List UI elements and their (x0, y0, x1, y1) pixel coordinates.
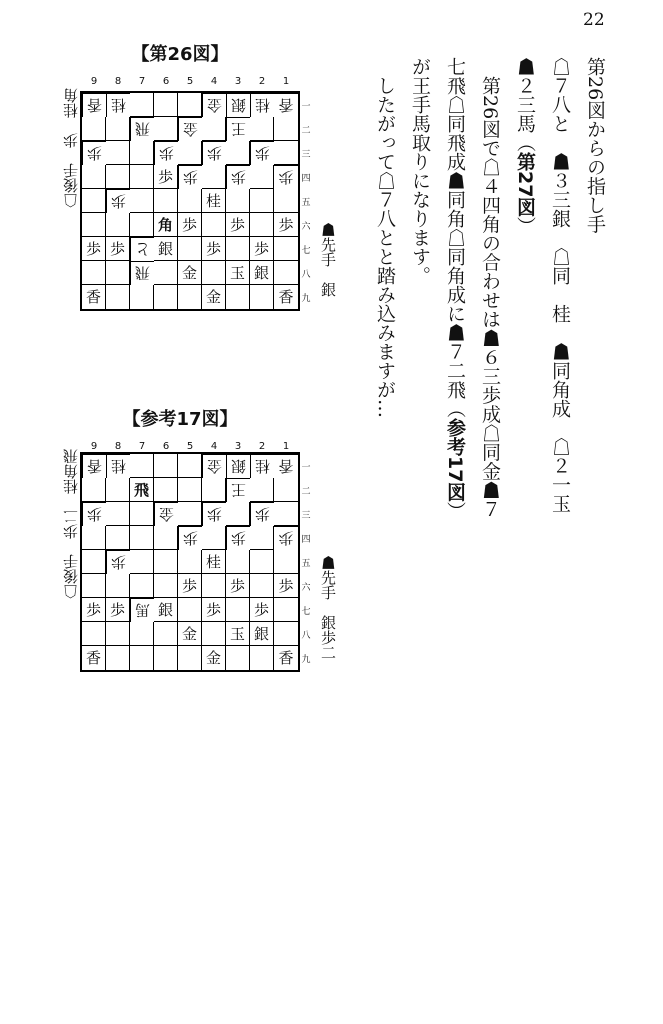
gote-piece: 銀 (226, 454, 250, 478)
sente-piece: 金 (178, 261, 202, 285)
gote-piece: と (130, 237, 154, 261)
board-square (106, 502, 130, 526)
board-square (82, 574, 106, 598)
gote-piece: 歩 (178, 165, 202, 189)
board-square (178, 237, 202, 261)
board-square (130, 550, 154, 574)
rank-label: 三 (301, 150, 311, 160)
board-square (202, 261, 226, 285)
sente-piece: 歩 (250, 237, 274, 261)
board-square (130, 285, 154, 309)
board-square (202, 574, 226, 598)
text-segment: ☗２三馬（ (514, 57, 536, 152)
diagram-title: 【参考17図】 (122, 409, 238, 430)
gote-piece: 歩 (106, 550, 130, 574)
board-square (106, 622, 130, 646)
rank-label: 一 (301, 102, 311, 112)
gote-piece: 歩 (226, 526, 250, 550)
board-square (82, 478, 106, 502)
rank-label: 二 (301, 487, 311, 497)
gote-hand: ☖後手 歩二 桂角飛 (62, 449, 80, 599)
sente-piece: 玉 (226, 261, 250, 285)
file-label: 5 (186, 441, 194, 452)
gote-hand: ☖後手 歩 桂角 (62, 88, 80, 208)
board-square (178, 93, 202, 117)
board-square (202, 622, 226, 646)
board-square (154, 526, 178, 550)
board-square (226, 502, 250, 526)
board-square (250, 189, 274, 213)
gote-piece: 歩 (154, 141, 178, 165)
board-square (82, 189, 106, 213)
board-square (154, 622, 178, 646)
board-square (178, 646, 202, 670)
file-label: 7 (138, 76, 146, 87)
rank-label: 八 (301, 270, 311, 280)
board-square (226, 598, 250, 622)
gote-piece: 歩 (250, 141, 274, 165)
sente-piece: 歩 (106, 598, 130, 622)
file-label: 2 (258, 76, 266, 87)
board-square (130, 502, 154, 526)
gote-piece: 桂 (250, 93, 274, 117)
sente-piece: 金 (178, 622, 202, 646)
board-square (226, 646, 250, 670)
board-square (130, 141, 154, 165)
board-square (130, 454, 154, 478)
sente-piece: 歩 (226, 213, 250, 237)
board-square (154, 574, 178, 598)
gote-piece: 香 (82, 454, 106, 478)
board-square (274, 478, 298, 502)
sente-piece: 歩 (178, 213, 202, 237)
board-square (130, 93, 154, 117)
gote-piece: 銀 (226, 93, 250, 117)
text-segment: ☖７八と ☗３三銀 ☖同 桂 ☗同角成 ☖２一玉 (549, 57, 571, 513)
file-label: 6 (162, 441, 170, 452)
board-square (154, 93, 178, 117)
gote-piece: 桂 (250, 454, 274, 478)
board-square (274, 502, 298, 526)
sente-piece: 銀 (154, 598, 178, 622)
gote-piece: 桂 (106, 454, 130, 478)
file-label: 4 (210, 76, 218, 87)
board-square (154, 550, 178, 574)
gote-piece: 金 (154, 502, 178, 526)
board-square (250, 574, 274, 598)
rank-label: 六 (301, 583, 311, 593)
board-square (202, 165, 226, 189)
board-square (274, 117, 298, 141)
gote-piece: 歩 (106, 189, 130, 213)
text-segment: ） (514, 216, 536, 236)
board-square (130, 526, 154, 550)
file-label: 4 (210, 441, 218, 452)
sente-piece: 歩 (82, 598, 106, 622)
gote-piece: 香 (274, 454, 298, 478)
reference-diagram-17 (60, 405, 360, 675)
rank-label: 四 (301, 535, 311, 545)
board-square (130, 213, 154, 237)
board-square (106, 646, 130, 670)
gote-piece: 金 (202, 93, 226, 117)
board-square (130, 165, 154, 189)
board-square (154, 261, 178, 285)
figure-reference: 第27図 (514, 152, 536, 217)
sente-piece: 香 (82, 285, 106, 309)
board-square (274, 261, 298, 285)
board-square (250, 526, 274, 550)
rank-label: 二 (301, 126, 311, 136)
board-square (154, 285, 178, 309)
board-square (250, 117, 274, 141)
sente-piece: 歩 (226, 574, 250, 598)
gote-piece: 歩 (250, 502, 274, 526)
gote-piece: 歩 (274, 165, 298, 189)
text-column (548, 57, 572, 513)
board-square (202, 213, 226, 237)
sente-piece: 歩 (202, 598, 226, 622)
sente-piece: 歩 (274, 213, 298, 237)
gote-piece: 歩 (226, 165, 250, 189)
board-square (82, 213, 106, 237)
gote-piece: 桂 (106, 93, 130, 117)
sente-piece: 歩 (82, 237, 106, 261)
board-square (106, 117, 130, 141)
text-segment: が王手馬取りになります。 (409, 57, 431, 285)
file-label: 6 (162, 76, 170, 87)
sente-piece: 銀 (250, 261, 274, 285)
board-square (178, 189, 202, 213)
text-segment: 第26図で☖４四角の合わせは☗６三歩成☖同金☗７ (479, 57, 501, 519)
board-square (106, 213, 130, 237)
board-square (178, 454, 202, 478)
board-square (226, 189, 250, 213)
board-square (154, 478, 178, 502)
rank-label: 五 (301, 198, 311, 208)
board-square (130, 189, 154, 213)
board-square (250, 165, 274, 189)
board-square (250, 213, 274, 237)
gote-piece: 王 (226, 478, 250, 502)
board-square (274, 550, 298, 574)
board-square (250, 285, 274, 309)
gote-piece: 飛 (130, 117, 154, 141)
board-square (106, 526, 130, 550)
text-column (443, 57, 467, 520)
board-square (106, 141, 130, 165)
rank-label: 八 (301, 631, 311, 641)
highlighted-piece: 角 (154, 213, 178, 237)
sente-piece: 金 (202, 285, 226, 309)
sente-piece: 桂 (202, 189, 226, 213)
gote-piece: 歩 (274, 526, 298, 550)
board-square (226, 285, 250, 309)
board-square (274, 237, 298, 261)
text-segment: したがって☖７八とと踏み込みますが… (374, 57, 396, 418)
sente-piece: 玉 (226, 622, 250, 646)
text-column (583, 57, 607, 233)
board-square (274, 622, 298, 646)
board-square (82, 622, 106, 646)
sente-piece: 香 (278, 288, 294, 306)
board-square (274, 598, 298, 622)
rank-label: 一 (301, 463, 311, 473)
board-square (154, 454, 178, 478)
board-square (82, 550, 106, 574)
file-label: 2 (258, 441, 266, 452)
file-label: 1 (282, 441, 290, 452)
sente-piece: 歩 (106, 237, 130, 261)
diagram-title: 【第26図】 (131, 44, 229, 65)
rank-label: 九 (301, 655, 311, 665)
board-square (106, 165, 130, 189)
sente-hand: ☗先手 銀 (319, 222, 337, 297)
rank-label: 五 (301, 559, 311, 569)
board-square (226, 141, 250, 165)
board-square (106, 478, 130, 502)
text-segment: 七飛☖同飛成☗同角☖同角成に☗７二飛（ (444, 57, 466, 418)
board-square (250, 478, 274, 502)
sente-piece: 歩 (178, 574, 202, 598)
text-segment: 第26図からの指し手 (584, 57, 606, 234)
board-square (202, 117, 226, 141)
sente-piece: 香 (82, 646, 106, 670)
gote-piece: 歩 (82, 141, 106, 165)
gote-piece: 歩 (178, 526, 202, 550)
board-square (178, 550, 202, 574)
file-label: 3 (234, 76, 242, 87)
gote-piece: 香 (274, 93, 298, 117)
file-label: 8 (114, 441, 122, 452)
board-square (154, 646, 178, 670)
sente-piece: 桂 (202, 550, 226, 574)
board-square (154, 189, 178, 213)
sente-piece: 歩 (202, 237, 226, 261)
file-label: 9 (90, 441, 98, 452)
file-label: 5 (186, 76, 194, 87)
gote-piece: 金 (178, 117, 202, 141)
sente-piece: 歩 (154, 165, 178, 189)
sente-piece: 金 (202, 646, 226, 670)
file-label: 7 (138, 441, 146, 452)
board-square (106, 285, 130, 309)
text-column (373, 57, 397, 418)
diagram-26 (60, 40, 360, 310)
gote-piece: 香 (82, 93, 106, 117)
board-square (226, 550, 250, 574)
file-label: 1 (282, 76, 290, 87)
board-square (82, 261, 106, 285)
text-segment: ） (444, 501, 466, 521)
board-square (130, 622, 154, 646)
figure-reference: 参考17図 (444, 418, 466, 502)
board-square (274, 189, 298, 213)
file-label: 9 (90, 76, 98, 87)
board-square (178, 502, 202, 526)
board-square (82, 526, 106, 550)
rank-label: 九 (301, 294, 311, 304)
board-square (178, 285, 202, 309)
rank-label: 三 (301, 511, 311, 521)
board-square (178, 598, 202, 622)
sente-piece: 歩 (250, 598, 274, 622)
board-square (154, 117, 178, 141)
sente-piece: 歩 (274, 574, 298, 598)
rank-label: 七 (301, 246, 311, 256)
text-column (478, 57, 502, 518)
text-column (408, 57, 432, 285)
board-square (250, 646, 274, 670)
board-square (202, 478, 226, 502)
gote-piece: 馬 (130, 598, 154, 622)
gote-piece: 歩 (202, 502, 226, 526)
board-square (106, 574, 130, 598)
board-square (226, 237, 250, 261)
board-square (274, 141, 298, 165)
file-label: 3 (234, 441, 242, 452)
page-number: 22 (583, 10, 605, 30)
gote-piece: 歩 (202, 141, 226, 165)
board-square (178, 478, 202, 502)
rank-label: 七 (301, 607, 311, 617)
gote-piece: 歩 (82, 502, 106, 526)
sente-hand: ☗先手 銀歩二 (319, 555, 337, 660)
board-square (82, 117, 106, 141)
board-square (250, 550, 274, 574)
board-square (130, 646, 154, 670)
shogi-board (80, 452, 300, 672)
file-label: 8 (114, 76, 122, 87)
rank-label: 六 (301, 222, 311, 232)
board-square (130, 574, 154, 598)
board-square (202, 526, 226, 550)
sente-piece: 香 (278, 649, 294, 667)
highlighted-piece: 飛 (130, 478, 154, 502)
gote-piece: 金 (202, 454, 226, 478)
gote-piece: 飛 (130, 261, 154, 285)
sente-piece: 銀 (154, 237, 178, 261)
rank-label: 四 (301, 174, 311, 184)
board-square (178, 141, 202, 165)
board-square (106, 261, 130, 285)
sente-piece: 銀 (250, 622, 274, 646)
text-column (513, 57, 537, 235)
gote-piece: 王 (226, 117, 250, 141)
board-square (82, 165, 106, 189)
shogi-board (80, 91, 300, 311)
